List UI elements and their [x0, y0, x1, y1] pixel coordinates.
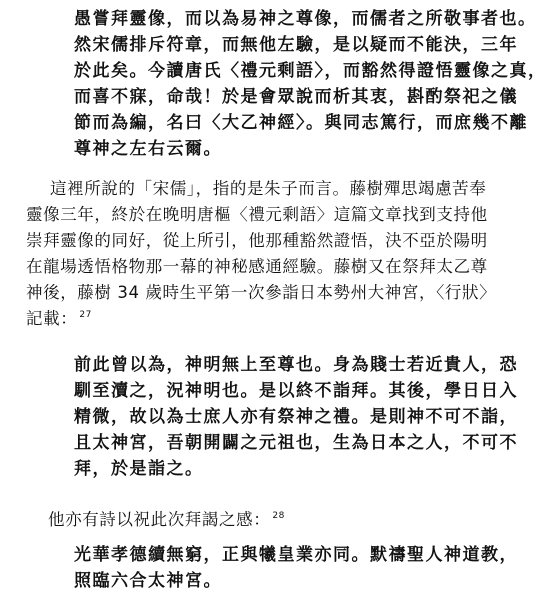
paragraph-line [48, 507, 528, 533]
quote-line: 前此曾以為，神明無上至尊也。身為賤士若近貴人，恐 [74, 355, 518, 375]
quote-line: 然宋儒排斥符章，而無他左驗，是以疑而不能決，三年 [74, 35, 518, 55]
paragraph-text: 他亦有詩以祝此次拜謁之感： [48, 510, 271, 529]
block-quote-2 [74, 352, 536, 482]
quote-line: 而喜不寐，命哉！於是會眾說而析其衷，斟酌祭祀之儀 [74, 87, 518, 107]
paragraph-line: 在龍場透悟格物那一幕的神秘感通經驗。藤樹又在祭拜太乙尊 [26, 257, 488, 276]
body-paragraph-1 [26, 176, 536, 332]
quote-line: 馴至瀆之，況神明也。是以終不詣拜。其後，學日日入 [74, 381, 518, 401]
footnote-marker[interactable]: 28 [272, 511, 285, 521]
quote-line: 精微，故以為士庶人亦有祭神之禮。是則神不可不詣， [74, 407, 518, 427]
paragraph-line: 崇拜靈像的同好，從上所引，他那種豁然證悟，決不亞於陽明 [26, 231, 488, 250]
footnote-marker[interactable]: 27 [79, 310, 92, 320]
poem-line: 光華孝德續無窮，正與犧皇業亦同。默禱聖人神道教， [74, 545, 518, 565]
paragraph-line-last [26, 306, 536, 332]
block-quote-1 [74, 6, 547, 162]
paragraph-text: 記載： [26, 309, 78, 328]
paragraph-line: 靈像三年，終於在晚明唐樞〈禮元剩語〉這篇文章找到支持他 [26, 205, 488, 224]
quote-line: 愚嘗拜靈像，而以為易神之尊像，而儒者之所敬事者也。 [74, 9, 537, 29]
quote-line: 拜，於是詣之。 [74, 459, 204, 479]
paragraph-line: 神後，藤樹 34 歲時生平第一次參詣日本勢州大神宮，〈行狀〉 [26, 283, 497, 302]
poem-line: 照臨六合太神宮。 [74, 571, 222, 591]
poem-quote [74, 542, 536, 594]
paragraph-line: 這裡所說的「宋儒」，指的是朱子而言。藤樹殫思竭慮苦奉 [50, 179, 487, 198]
body-paragraph-2 [48, 507, 528, 533]
quote-line: 尊神之左右云爾。 [74, 139, 222, 159]
quote-line: 且太神宮，吾朝開闢之元祖也，生為日本之人，不可不 [74, 433, 518, 453]
quote-line: 於此矣。今讀唐氏〈禮元剩語〉，而豁然得證悟靈像之真， [74, 61, 547, 81]
quote-line: 節而為編，名曰〈大乙神經〉。與同志篤行，而庶幾不離 [74, 113, 528, 133]
